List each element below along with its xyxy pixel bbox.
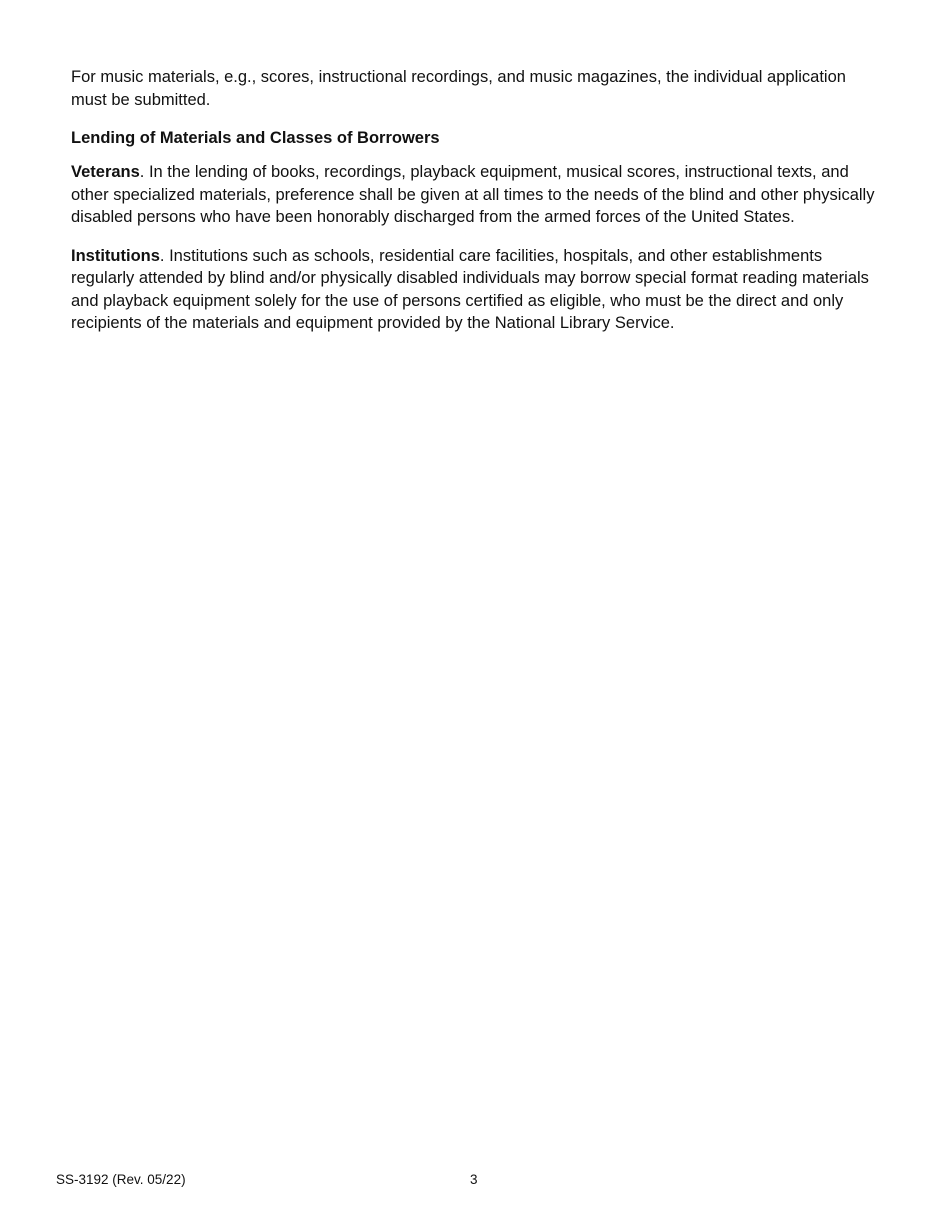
veterans-term: Veterans <box>71 163 140 181</box>
veterans-text: . In the lending of books, recordings, playback equipment, musical scores, instructional texts, and other specialized materials, preference shall be given at all times to the needs of the blind and other physically disabled persons who have been honorably discharged from the armed forces of the United States. <box>71 163 875 226</box>
veterans-paragraph <box>71 161 883 229</box>
intro-paragraph: For music materials, e.g., scores, instructional recordings, and music magazines, the individual application must be submitted. <box>71 68 846 109</box>
page-number: 3 <box>470 1172 478 1187</box>
section-heading: Lending of Materials and Classes of Borrowers <box>71 129 440 147</box>
form-number: SS-3192 (Rev. 05/22) <box>56 1172 186 1187</box>
institutions-paragraph <box>71 245 883 335</box>
institutions-text: . Institutions such as schools, residential care facilities, hospitals, and other establishments regularly attended by blind and/or physically disabled individuals may borrow special format reading materials and playback equipment solely for the use of persons certified as eligible, who must be the direct and only recipients of the materials and equipment provided by the National Library Service. <box>71 246 869 332</box>
document-body <box>71 66 883 351</box>
institutions-term: Institutions <box>71 246 160 265</box>
